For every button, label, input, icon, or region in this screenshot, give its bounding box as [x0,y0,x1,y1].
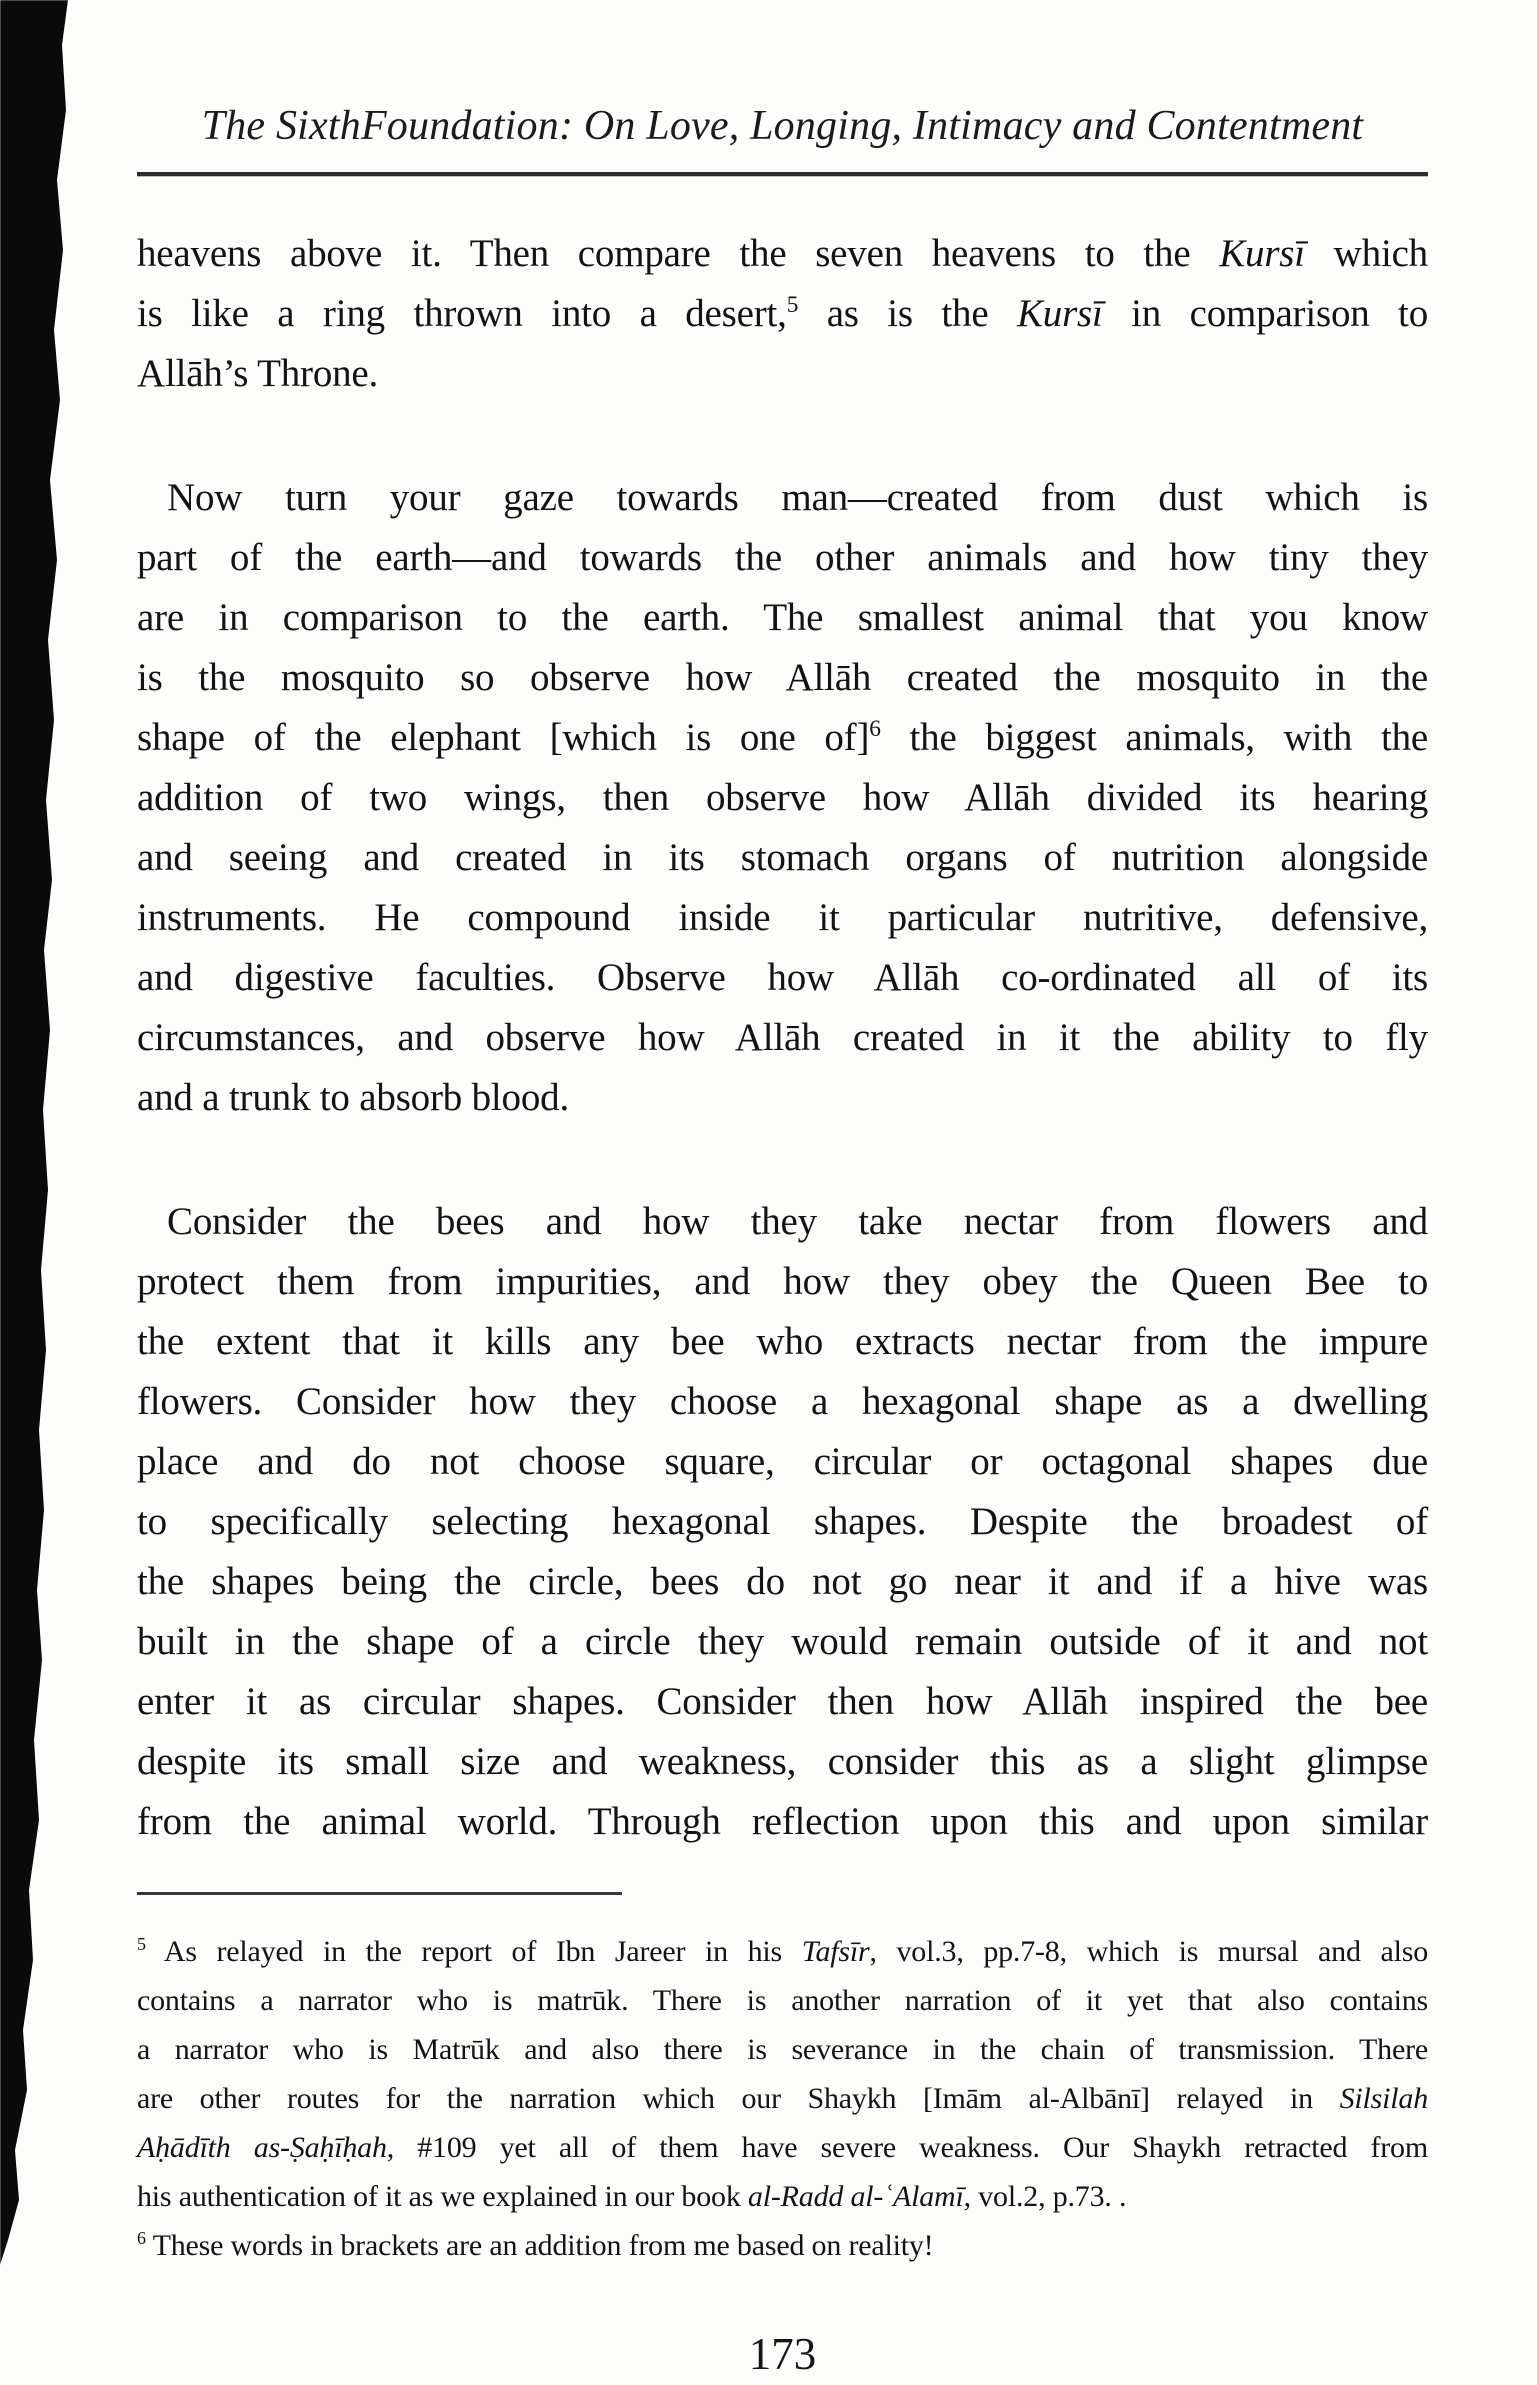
body-line [137,1372,1428,1432]
text-segment: and a trunk to absorb blood. [137,1076,569,1119]
footnotes [137,1927,1428,2270]
text-segment: circumstances, and observe how Allāh created in it the ability to fly [137,1016,1428,1059]
text-segment: contains a narrator who is matrūk. There is another narration of it yet that also contains [137,1984,1428,2017]
text-segment: instruments. He compound inside it particular nutritive, defensive, [137,896,1428,939]
footnote-marker: 5 [137,1934,146,1954]
text-segment: is like a ring thrown into a desert, [137,292,787,335]
italic-term: Aḥādīth as-Ṣaḥīḥah [137,2131,387,2164]
body-line [137,1612,1428,1672]
scan-edge-artifact [0,0,72,2268]
body-line [137,468,1428,528]
body-line [137,648,1428,708]
text-segment: , vol.3, pp.7-8, which is mursal and also [869,1935,1428,1968]
paragraph-1 [137,224,1428,404]
text-segment: flowers. Consider how they choose a hexagonal shape as a dwelling [137,1380,1428,1423]
footnote-marker: 5 [786,292,799,318]
text-segment: is the mosquito so observe how Allāh created the mosquito in the [137,656,1428,699]
italic-term: Silsilah [1339,2082,1428,2115]
body-line [137,1008,1428,1068]
body-line [137,768,1428,828]
footnote-line [137,1927,1428,1976]
body-text [137,224,1428,1852]
text-segment: enter it as circular shapes. Consider then how Allāh inspired the bee [137,1680,1428,1723]
text-segment: from the animal world. Through reflection upon this and upon similar [137,1800,1428,1843]
text-segment: and seeing and created in its stomach organs of nutrition alongside [137,836,1428,879]
text-segment: the extent that it kills any bee who extracts nectar from the impure [137,1320,1428,1363]
footnote-marker: 6 [869,716,881,742]
body-line [137,1492,1428,1552]
body-line [137,284,1428,344]
body-line [137,708,1428,768]
text-segment: are other routes for the narration which our Shaykh [Imām al-Albānī] relayed in [137,2082,1340,2115]
footnote-line [137,1976,1428,2025]
italic-term: al-Radd al-ʿAlamī [747,2180,964,2213]
italic-term: Tafsīr [801,1935,870,1968]
body-line [137,1312,1428,1372]
body-line [137,1552,1428,1612]
page-content [137,0,1428,2270]
header-rule [137,172,1428,176]
body-line [137,1252,1428,1312]
text-segment: Consider the bees and how they take nectar from flowers and [167,1200,1428,1243]
footnote-6 [137,2221,1428,2270]
text-segment: the shapes being the circle, bees do not go near it and if a hive was [137,1560,1428,1603]
text-segment: a narrator who is Matrūk and also there is severance in the chain of transmission. There [137,2033,1428,2066]
body-line [137,1792,1428,1852]
footnote-line [137,2025,1428,2074]
text-segment: , #109 yet all of them have severe weakness. Our Shaykh retracted from [386,2131,1428,2164]
paragraph-3 [137,1192,1428,1852]
footnote-line [137,2221,1428,2270]
body-line [137,1672,1428,1732]
text-segment: and digestive faculties. Observe how Allāh co-ordinated all of its [137,956,1428,999]
footnote-line [137,2074,1428,2123]
text-segment: protect them from impurities, and how they obey the Queen Bee to [137,1260,1428,1303]
text-segment: in comparison to [1102,292,1428,335]
text-segment: Now turn your gaze towards man—created from dust which is [167,476,1428,519]
body-line [137,1432,1428,1492]
footnote-marker: 6 [137,2228,146,2248]
text-segment: , vol.2, p.73. . [963,2180,1127,2213]
body-line [137,528,1428,588]
body-line [137,888,1428,948]
footnote-line [137,2123,1428,2172]
text-segment: despite its small size and weakness, consider this as a slight glimpse [137,1740,1428,1783]
page-number: 173 [748,2329,817,2379]
text-segment: as is the [798,292,1017,335]
italic-term: Kursī [1219,232,1305,275]
paragraph-2 [137,468,1428,1128]
text-segment: As relayed in the report of Ibn Jareer in his [145,1935,802,1968]
running-header-title: The SixthFoundation: On Love, Longing, Intimacy and Contentment [201,103,1364,149]
text-segment: are in comparison to the earth. The smallest animal that you know [137,596,1428,639]
text-segment: which [1304,232,1428,275]
text-segment: to specifically selecting hexagonal shapes. Despite the broadest of [137,1500,1428,1543]
text-segment: Allāh’s Throne. [137,352,379,395]
body-line [137,1068,1428,1128]
footnote-separator [137,1892,622,1895]
footnote-5 [137,1927,1428,2221]
text-segment: place and do not choose square, circular or octagonal shapes due [137,1440,1428,1483]
italic-term: Kursī [1016,292,1103,335]
text-segment: built in the shape of a circle they would remain outside of it and not [137,1620,1428,1663]
body-line [137,344,1428,404]
body-line [137,1732,1428,1792]
text-segment: These words in brackets are an addition from me based on reality! [145,2229,934,2262]
text-segment: heavens above it. Then compare the seven heavens to the [137,232,1220,275]
text-segment: shape of the elephant [which is one of] [137,716,870,759]
footnote-line [137,2172,1428,2221]
body-line [137,948,1428,1008]
body-line [137,588,1428,648]
text-segment: part of the earth—and towards the other animals and how tiny they [137,536,1428,579]
body-line [137,828,1428,888]
body-line [137,1192,1428,1252]
text-segment: addition of two wings, then observe how Allāh divided its hearing [137,776,1428,819]
text-segment: the biggest animals, with the [880,716,1429,759]
body-line [137,224,1428,284]
text-segment: his authentication of it as we explained in our book [137,2180,748,2213]
